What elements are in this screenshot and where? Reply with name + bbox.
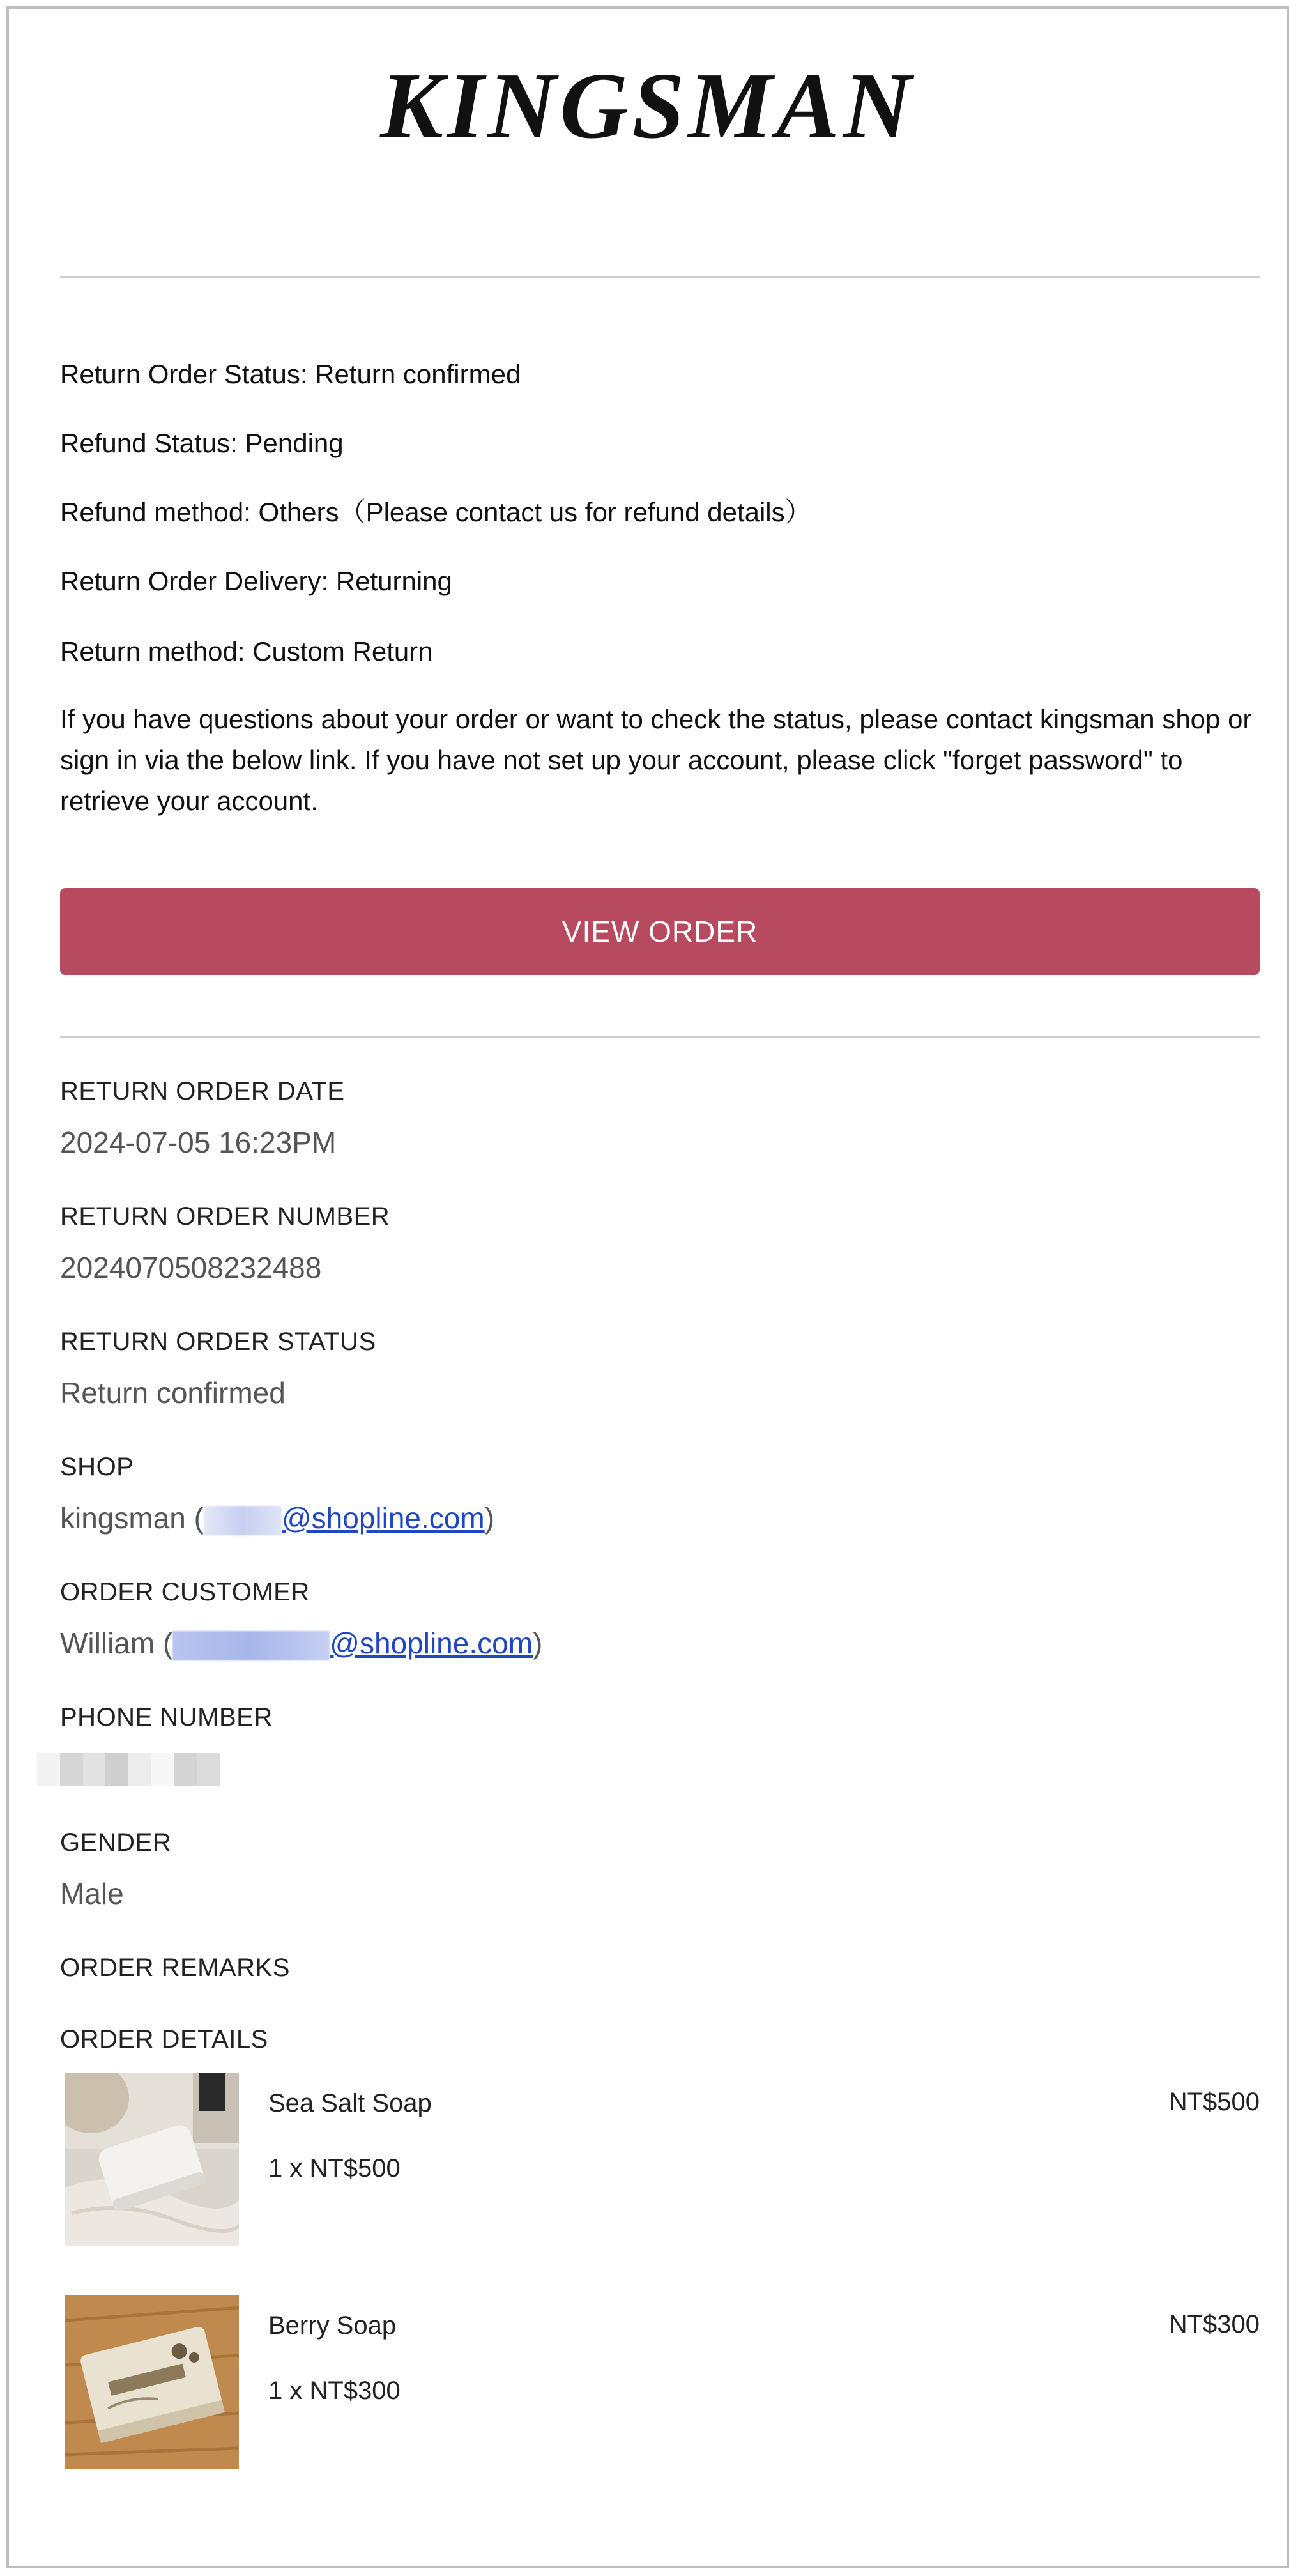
- shop-email-link[interactable]: @shopline.com: [281, 1501, 485, 1535]
- refund-status-line: Refund Status: Pending: [60, 428, 344, 458]
- item-name: Sea Salt Soap: [268, 2089, 432, 2117]
- view-order-button[interactable]: VIEW ORDER: [60, 888, 1260, 975]
- return-order-number-label: RETURN ORDER NUMBER: [60, 1202, 390, 1230]
- email-frame: [6, 6, 1289, 2568]
- redacted-email-mask: [204, 1506, 282, 1535]
- phone-number-label: PHONE NUMBER: [60, 1703, 273, 1731]
- return-method-line: Return method: Custom Return: [60, 636, 433, 666]
- order-item: [65, 2295, 1260, 2469]
- intro-paragraph: If you have questions about your order or want to check the status, please contact kingsman shop or sign in via the below link. If you have not set up your account, please click "forget password" to retrieve your account.: [60, 704, 1252, 816]
- refund-method-line: Refund method: Others（Please contact us for refund details）: [60, 497, 812, 527]
- order-item: [65, 2073, 1260, 2246]
- customer-close-paren: ): [533, 1627, 543, 1660]
- brand-logo: KINGSMAN: [380, 54, 915, 158]
- redacted-phone-mask: [37, 1753, 220, 1786]
- shop-label: SHOP: [60, 1453, 134, 1481]
- berry-soap-image: [65, 2295, 239, 2469]
- return-order-date-label: RETURN ORDER DATE: [60, 1077, 345, 1105]
- gender-label: GENDER: [60, 1828, 172, 1857]
- top-divider: [60, 276, 1260, 278]
- item-name: Berry Soap: [268, 2312, 397, 2340]
- item-total: NT$300: [1168, 2310, 1260, 2338]
- return-order-delivery-line: Return Order Delivery: Returning: [60, 566, 452, 596]
- item-quantity: 1 x NT$300: [268, 2377, 401, 2405]
- order-customer-label: ORDER CUSTOMER: [60, 1578, 310, 1606]
- order-remarks-label: ORDER REMARKS: [60, 1954, 290, 1982]
- shop-name: kingsman (: [60, 1501, 204, 1535]
- item-total: NT$500: [1168, 2088, 1260, 2116]
- return-order-status-line: Return Order Status: Return confirmed: [60, 359, 521, 389]
- item-quantity: 1 x NT$500: [268, 2154, 401, 2182]
- redacted-email-mask: [172, 1631, 330, 1660]
- sea-salt-soap-image: [65, 2073, 239, 2246]
- details-divider: [60, 1036, 1260, 1038]
- return-order-number-value: 2024070508232488: [60, 1251, 322, 1284]
- return-order-date-value: 2024-07-05 16:23PM: [60, 1126, 337, 1159]
- order-details-label: ORDER DETAILS: [60, 2025, 268, 2053]
- gender-value: Male: [60, 1877, 124, 1910]
- shop-value: [60, 1499, 494, 1537]
- return-order-status-value: Return confirmed: [60, 1376, 286, 1409]
- customer-email-link[interactable]: @shopline.com: [330, 1627, 533, 1660]
- order-customer-value: [60, 1624, 542, 1662]
- return-order-status-label: RETURN ORDER STATUS: [60, 1328, 376, 1356]
- customer-name: William (: [60, 1627, 173, 1660]
- shop-close-paren: ): [484, 1501, 495, 1535]
